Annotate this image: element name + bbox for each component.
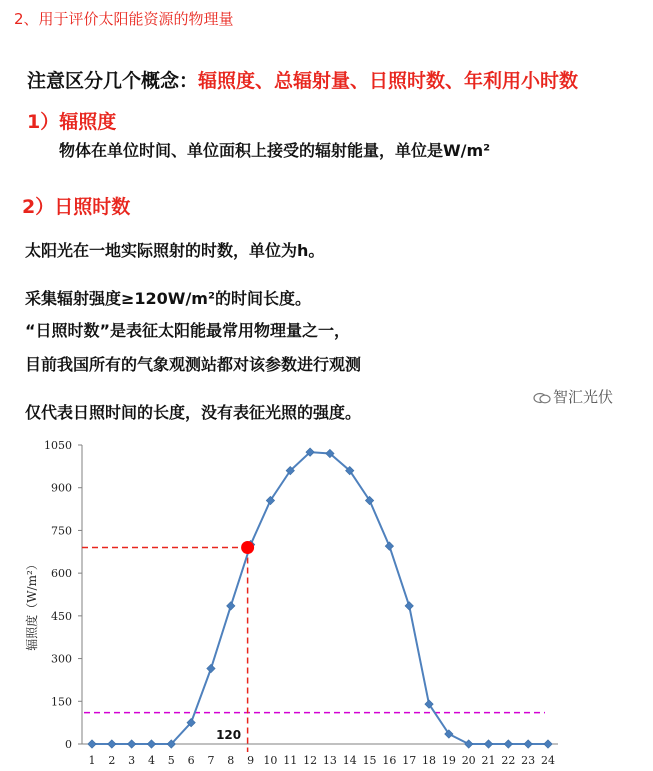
x-tick-label: 7 (207, 754, 215, 767)
x-tick-label: 2 (108, 754, 116, 767)
x-tick-label: 16 (382, 754, 397, 767)
section2-title: 2）日照时数 (22, 196, 131, 218)
data-point (207, 664, 215, 672)
y-tick-label: 300 (51, 652, 72, 666)
x-tick-label: 9 (247, 754, 255, 767)
x-tick-label: 6 (187, 754, 195, 767)
watermark-text: 智汇光伏 (553, 388, 614, 406)
x-tick-label: 11 (283, 754, 298, 767)
x-tick-label: 23 (521, 754, 536, 767)
data-point (405, 602, 413, 610)
y-tick-label: 0 (65, 738, 72, 751)
x-tick-label: 8 (227, 754, 235, 767)
x-tick-label: 4 (147, 754, 155, 767)
x-tick-label: 15 (362, 754, 377, 767)
x-tick-label: 13 (322, 754, 337, 767)
x-tick-label: 5 (167, 754, 175, 767)
data-point (504, 740, 512, 748)
chat-bubble-icon (533, 392, 551, 404)
y-tick-label: 1050 (44, 439, 72, 452)
section2-line: 目前我国所有的气象观测站都对该参数进行观测 (25, 355, 362, 374)
y-tick-label: 750 (51, 524, 72, 538)
concepts-terms: 辐照度、总辐射量、日照时数、年利用小时数 (198, 70, 579, 92)
section2-line: 采集辐射强度≥120W/m²的时间长度。 (25, 289, 311, 308)
series-line (92, 452, 548, 744)
section2-line: 太阳光在一地实际照射的时数，单位为h。 (25, 241, 325, 260)
irradiance-chart (0, 432, 653, 771)
x-tick-label: 20 (461, 754, 476, 767)
section2-line: 仅代表日照时间的长度，没有表征光照的强度。 (25, 403, 362, 422)
x-tick-label: 12 (303, 754, 318, 767)
x-tick-label: 3 (128, 754, 136, 767)
data-point (108, 740, 116, 748)
y-tick-label: 450 (51, 609, 72, 623)
watermark (533, 386, 613, 407)
x-tick-label: 18 (422, 754, 437, 767)
section2-line: “日照时数”是表征太阳能最常用物理量之一， (25, 321, 351, 340)
data-point (88, 740, 96, 748)
section1-description: 物体在单位时间、单位面积上接受的辐射能量，单位是W/m² (59, 141, 491, 160)
x-tick-label: 17 (402, 754, 417, 767)
y-tick-label: 150 (51, 695, 72, 709)
threshold-label: 120 (216, 728, 242, 742)
x-tick-label: 22 (501, 754, 516, 767)
data-point (147, 740, 155, 748)
data-point (524, 740, 532, 748)
concepts-line (27, 66, 578, 93)
x-tick-label: 21 (481, 754, 496, 767)
y-axis-label: 辐照度（W/m²） (25, 558, 39, 651)
section-title: 2、用于评价太阳能资源的物理量 (14, 10, 234, 28)
section1-title: 1）辐照度 (27, 111, 117, 133)
y-tick-label: 600 (51, 567, 72, 581)
data-point (464, 740, 472, 748)
data-point (484, 740, 492, 748)
data-point (227, 602, 235, 610)
data-point (544, 740, 552, 748)
y-tick-label: 900 (51, 481, 72, 495)
highlight-point (241, 541, 254, 554)
x-tick-label: 24 (541, 754, 555, 767)
x-tick-label: 1 (88, 754, 96, 767)
x-tick-label: 14 (342, 754, 357, 767)
data-point (127, 740, 135, 748)
data-point (385, 542, 393, 550)
concepts-lead: 注意区分几个概念： (27, 70, 199, 92)
x-tick-label: 10 (263, 754, 278, 767)
x-tick-label: 19 (441, 754, 456, 767)
